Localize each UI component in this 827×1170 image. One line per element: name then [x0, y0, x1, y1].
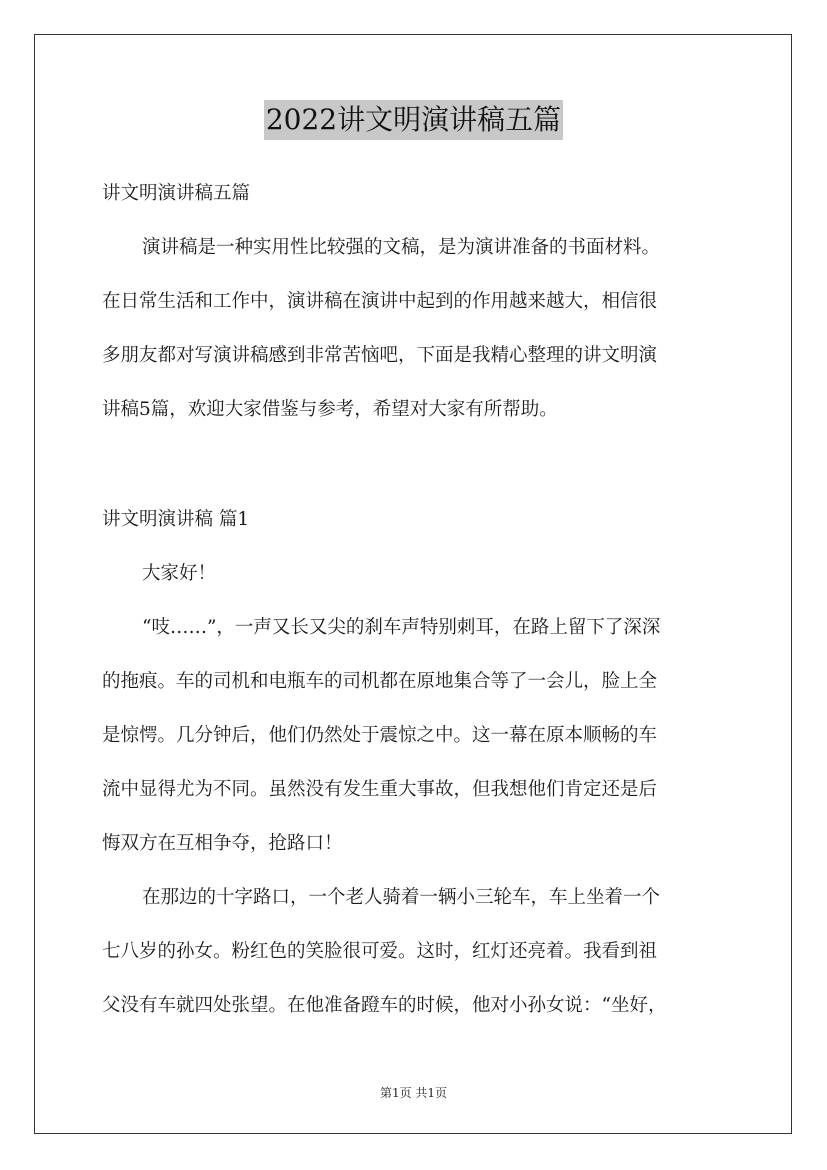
intro-line: 多朋友都对写演讲稿感到非常苦恼吧，下面是我精心整理的讲文明演	[102, 345, 658, 366]
paragraph-line: 七八岁的孙女。粉红色的笑脸很可爱。这时，红灯还亮着。我看到祖	[102, 941, 658, 962]
greeting: 大家好！	[142, 563, 217, 584]
paragraph-line: 悔双方在互相争夺，抢路口！	[102, 833, 343, 854]
paragraph-line: 的拖痕。车的司机和电瓶车的司机都在原地集合等了一会儿，脸上全	[102, 671, 658, 692]
intro-line: 在日常生活和工作中，演讲稿在演讲中起到的作用越来越大，相信很	[102, 291, 658, 312]
intro-line: 演讲稿是一种实用性比较强的文稿，是为演讲准备的书面材料。	[142, 237, 661, 258]
paragraph-line: 是惊愕。几分钟后，他们仍然处于震惊之中。这一幕在原本顺畅的车	[102, 725, 658, 746]
paragraph-line: “吱……”，一声又长又尖的刹车声特别刺耳，在路上留下了深深	[142, 617, 661, 638]
section-heading: 讲文明演讲稿 篇1	[102, 509, 250, 530]
intro-line: 讲稿5篇，欢迎大家借鉴与参考，希望对大家有所帮助。	[102, 399, 558, 420]
subtitle: 讲文明演讲稿五篇	[102, 183, 251, 204]
paragraph-line: 在那边的十字路口，一个老人骑着一辆小三轮车，车上坐着一个	[142, 887, 661, 908]
paragraph-line: 流中显得尤为不同。虽然没有发生重大事故，但我想他们肯定还是后	[102, 779, 658, 800]
paragraph-line: 父没有车就四处张望。在他准备蹬车的时候，他对小孙女说：“坐好，	[102, 995, 667, 1016]
document-title: 2022讲文明演讲稿五篇	[264, 100, 563, 140]
title-container	[0, 100, 827, 140]
page-footer: 第1页 共1页	[379, 1086, 448, 1100]
